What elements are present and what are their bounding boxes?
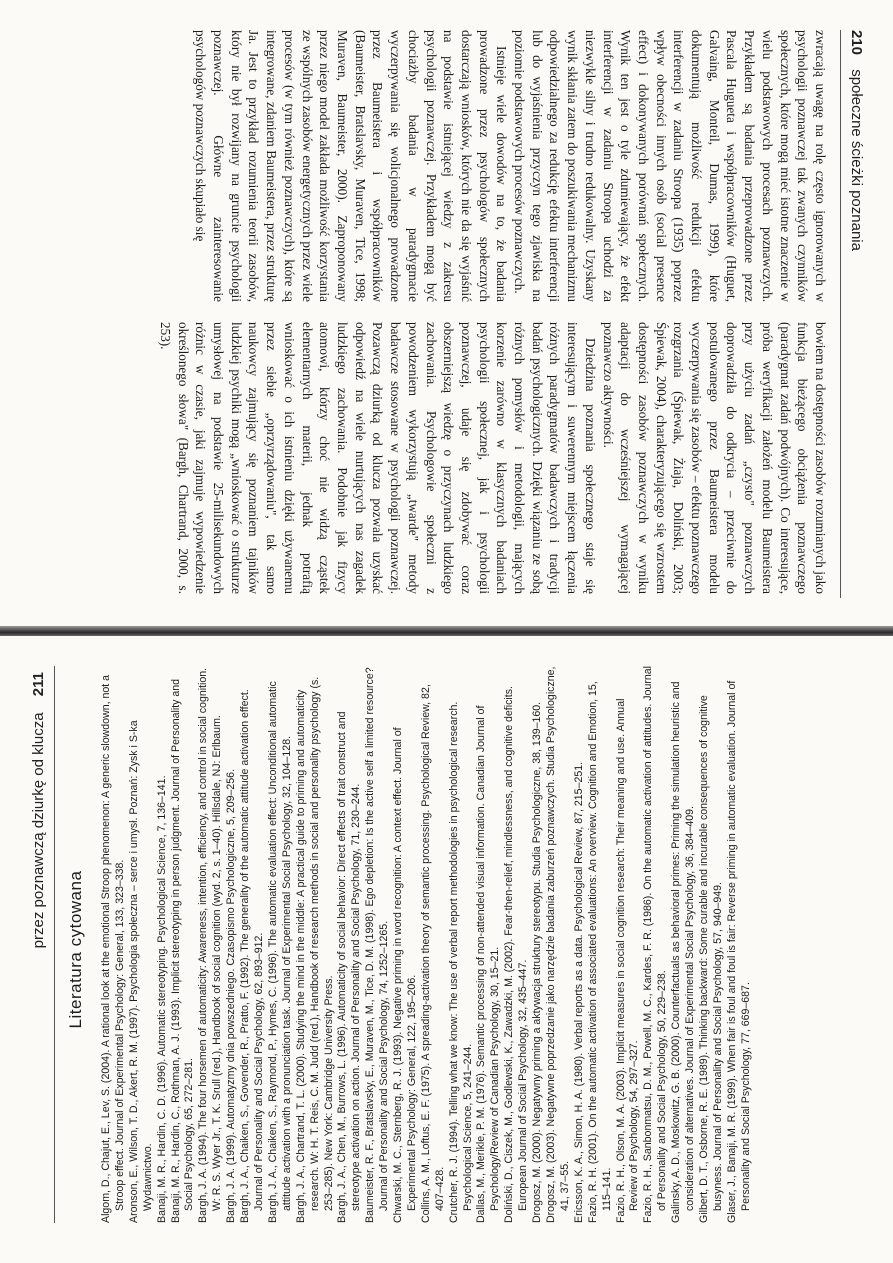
reference-entry: Baumeister, R. F., Bratslavsky, E., Muraven, M., Tice, D. M. (1998). Ego depletion: Is the active self a limited resource? Journal of Personality and Social Psychology, 74, 1252–1265. — [364, 667, 391, 1223]
reference-entry: Bargh, J. A., Chaiken, S., Raymond, P., Hymes, C. (1996). The automatic evaluation effect: Unconditional automatic attitude activation with a pronunciation task. Journal of Experimental Social Psychology, 32, 104–128. — [266, 681, 293, 1223]
text-column-right — [156, 322, 829, 594]
paragraph: bowiem na dostępności zasobów rozumianych jako funkcja bieżącego obciążenia poznawczego (paradygmat zadań podwójnych). Co interesujące, próba weryfikacji założeń modelu Baumeistera przy użyciu zadań „czysto" poznawczych doprowadziła do odkrycia – przeciwnie do postulowanego przez Baumeistera modelu wyczerpywania się zasobów – efektu poznawczego rozgrzania (Śpiewak, Żiaja, Doliński, 2003; Śpiewak, 2004), charakteryzującego się wzrostem dostępności zasobów poznawczych w wyniku adaptacji do wcześniejszej wymagającej poznawczo aktywności. — [600, 322, 828, 594]
reference-entry: Bargh, J. A. (1999). Automatyzmy dnia powszedniego. Czasopismo Psychologiczne, 5, 209–256. — [225, 768, 238, 1223]
running-head-title-210: społeczne ścieżki poznania — [848, 69, 865, 251]
reference-entry: Fazio, R. H. (2001). On the automatic activation of associated evaluations: An overview. Cognition and Emotion, 15, 115–141. — [586, 681, 613, 1223]
reference-entry: Bargh, J. A., Chaiken, S., Govender, R., Pratto, F. (1992). The generality of the automatic attitude activation effect. Journal of Personality and Social Psychology, 62, 893–912. — [239, 689, 265, 1223]
text-column-left — [192, 30, 829, 302]
paragraph: Dziedzina poznania społecznego staje się interesującym i suwerennym miejscem łączenia różnych paradygmatów badawczych i tradycji badań psychologicznych. Dzięki wiązaniu ze sobą różnych pomysłów i metodologii, mających korzenie zarówno w klasycznych badaniach psychologii społecznej, jak i psychologii poznawczej, udaje się zdobywać coraz obszerniejszą wiedzę o przyczynach ludzkiego zachowania. Psychologowie społeczni z powodzeniem wykorzystują „twarde" metody badawcze stosowane w psychologii poznawczej. Pozawczą dziurką od klucza pozwala uzyskać odpowiedź na wiele nurtujących nas zagadek ludzkiego zachowania. Podobnie jak fizycy atomowi, którzy choć nie widzą cząstek elementarnych materii, jednak potrafią wnioskować o ich istnieniu dzięki używanemu przez siebie „oprzyrządowaniu", tak samo naukowcy zajmujący się poznaniem tajników ludzkiej psychiki mogą „wnioskować o strukturze umysłowej na podstawie 25-milisekundowych różnic w czasie, jaki zajmuje wypowiedzenie określonego słowa" (Bargh, Chartrand, 2000, s. 253). — [157, 322, 598, 594]
folio-210: 210 — [848, 30, 865, 56]
reference-entry: Dallas, M., Merikle, P. M. (1976). Semantic processing of non-attended visual information. Canadian Journal of Psychology/Review of Canadian Psychology, 30, 15–21. — [475, 705, 502, 1223]
reference-entry: Galinsky, A. D., Moskowitz, G. B. (2000). Counterfactuals as behavioral primes: Priming the simulation heuristic and consideration of alternatives. Journal of Experimental Social Psychology, 36, 384–409. — [670, 681, 697, 1223]
reference-entry: Drogosz, M. (2003). Negatywne poprzedzanie jako narzędzie badania zaburzeń poznawczych. Studia Psychologiczne, 41, 37–55. — [545, 666, 571, 1223]
reference-entry: Gilbert, D. T., Osborne, R. E. (1989). Thinking backward: Some curable and incurable consequences of cognitive busyness. Journal of Personality and Social Psychology, 57, 940–949. — [697, 695, 724, 1223]
reference-entry: Bargh, J. A. (1994). The four horsemen of automaticity: Awareness, intention, efficiency, and control in social cognition. W: R. S. Wyer Jr., T. K. Srull (red.), Handbook of social cognition (wyd. 2, s. 1–40). Hillsdale, NJ: Erlbaum. — [197, 667, 224, 1223]
reference-entry: Glaser, J., Banaji, M. R. (1999). When fair is foul and foul is fair: Reverse priming in automatic evaluation. Journal of Personality and Social Psychology, 77, 669–687. — [725, 680, 752, 1223]
reference-entry: Fazio, R. H., Sanbonmatsu, D. M., Powell, M. C., Kardes, F. R. (1986). On the automatic activation of attitudes. Journal of Personality and Social Psychology, 50, 229–238. — [642, 666, 669, 1223]
reference-entry: Banaji, M. R., Hardin, C. D. (1996). Automatic stereotyping. Psychological Science, 7, 136–141. — [155, 775, 168, 1223]
references-heading: Literatura cytowana — [66, 870, 85, 1029]
reference-list — [100, 664, 754, 1223]
page-210-content — [0, 0, 893, 628]
reference-entry: Bargh, J. A., Chen, M., Burrows, L. (1996). Automaticity of social behavior: Direct effects of trait construct and stereotype activation on action. Journal of Personality and Social Psychology, 71, 230–244. — [336, 711, 363, 1223]
reference-entry: Fazio, R. H., Olson, M. A. (2003). Implicit measures in social cognition research: Their meaning and use. Annual Review of Psychology, 54, 297–327. — [614, 698, 641, 1223]
reference-entry: Collins, A. M., Loftus, E. F. (1975). A spreading-activation theory of semantic processing. Psychological Review, 82, 407–428. — [419, 684, 446, 1223]
reference-entry: Banaji, M. R., Hardin, C., Rothman, A. J. (1993). Implicit stereotyping in person judgment. Journal of Personality and Social Psychology, 65, 272–281. — [169, 678, 196, 1223]
reference-entry: Algom, D., Chajut, E., Lev, S. (2004). A rational look at the emotional Stroop phenomenon: A generic slowdown, not a Stroop effect. Journal of Experimental Psychology: General, 133, 323–338. — [100, 674, 126, 1223]
header-rule-210 — [840, 30, 841, 598]
reference-entry: Bargh, J. A., Chartrand, T. L. (2000). Studying the mind in the middle: A practical guide to priming and automaticity research. W: H. T. Reis, C. M. Judd (red.), Handbook of research methods in social and personality psychology (s. 253–285). New York: Cambridge University Press. — [294, 676, 335, 1223]
running-head-210 — [848, 30, 865, 251]
reference-entry: Ericsson, K. A., Simon, H. A. (1980). Verbal reports as a data. Psychological Review, 87, 215–251. — [572, 761, 585, 1223]
paragraph: zwracają uwagę na rolę często ignorowanych w psychologii poznawczej tak zwanych czynników społecznych, które mogą mieć istotne znaczenie w wielu podstawowych procesach poznawczych. Przykładem są badania przeprowadzone przez Pascala Hugueta i współpracowników (Huguet, Galvaing, Monteil, Dumas, 1999), które dokumentują możliwość redukcji efektu interferencji w zadaniu Stroopa (1935) poprzez wpływ obecności innych osób (social presence effect) i dokonywanych porównań społecznych. Wynik ten jest o tyle zdumiewający, że efekt interferencji w zadaniu Stroopa uchodzi za niezwykle silny i trudno redukowalny. Uzyskany wynik skłania zatem do poszukiwania mechanizmu odpowiedzialnego za redukcję efektu interferencji lub do wyjaśnienia przyczyn tego zjawiska na poziomie podstawowych procesów poznawczych. — [512, 30, 828, 302]
reference-entry: Doliński, D., Ciszek, M., Godlewski, K., Zawadzki, M. (2002). Fear-then-relief, mindlessness, and cognitive deficits. European Journal of Social Psychology, 32, 435–447. — [503, 686, 530, 1223]
reference-entry: Chwarski, M. C., Sternberg, R. J. (1993). Negative priming in word recognition: A context effect. Journal of Experimental Psychology: General, 122, 195–206. — [392, 727, 418, 1223]
reference-entry: Crutcher, R. J. (1994). Telling what we know: The use of verbal report methodologies in psychological research. Psychological Science, 5, 241–244. — [447, 701, 474, 1223]
folio-211: 211 — [30, 672, 47, 697]
page-211-content — [0, 636, 893, 1263]
running-head-211 — [30, 672, 47, 948]
reference-entry: Drogosz, M. (2000). Negatywny priming a aktywacja struktury stereotypu. Studia Psychologiczne, 38, 139–160. — [531, 701, 544, 1223]
reference-entry: Aronson, E., Wilson, T. D., Akert, R. M. (1997). Psychologia społeczna – serce i umysł. Poznań: Zysk i S-ka Wydawnictwo. — [127, 720, 154, 1223]
page-211 — [0, 636, 893, 1263]
paragraph: Istnieje wiele dowodów na to, że badania prowadzone przez psychologów społecznych dostarczają wniosków, których nie da się wyjaśnić na podstawie istniejącej wiedzy z zakresu psychologii poznawczej. Przykładem mogą być chociażby badania w paradygmacie wyczerpywania się wolicjonalnego prowadzone przez Baumeistera i współpracowników (Baumeister, Bratslavsky, Muraven, Tice, 1998; Muraven, Baumeister, 2000). Zaproponowany przez niego model zakłada możliwość korzystania ze wspólnych zasobów energetycznych przez wiele procesów (w tym również poznawczych), które są integrowane, zdaniem Baumeistera, przez strukturę Ja. Jest to przykład rozumienia teorii zasobów, który nie był rozwijany na gruncie psychologii poznawczej. Główne zainteresowanie psychologów poznawczych skupiało się — [193, 30, 510, 302]
header-rule-211 — [54, 666, 55, 1223]
running-head-title-211: przez poznawczą dziurkę od klucza — [30, 712, 47, 949]
page-210 — [0, 0, 893, 628]
